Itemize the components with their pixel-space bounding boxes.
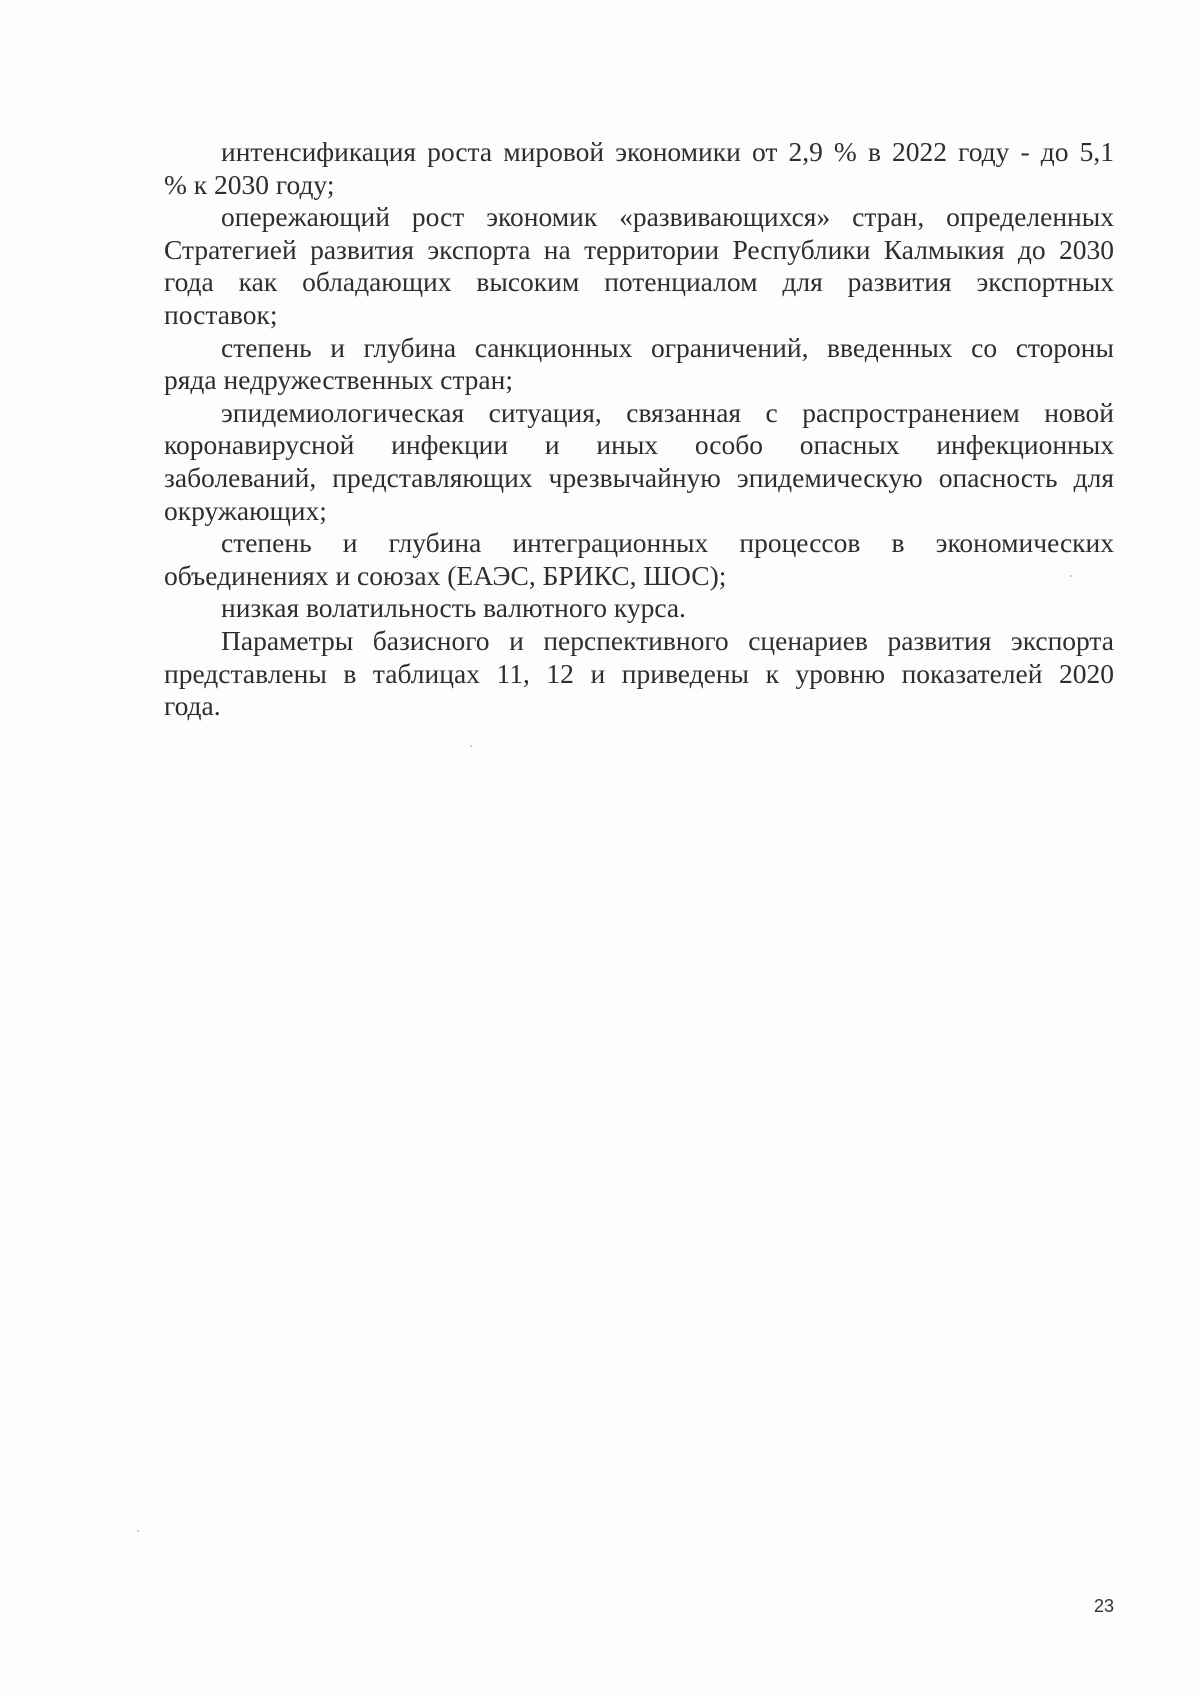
text-line: % к 2030 году; bbox=[164, 168, 335, 200]
text-line: опережающий рост экономик «развивающихся» стран, определенных bbox=[221, 201, 1114, 233]
text-line: коронавирусной инфекции и иных особо опасных инфекционных bbox=[164, 429, 1114, 461]
text-line: поставок; bbox=[164, 298, 278, 330]
text-line: степень и глубина санкционных ограничений, введенных со стороны bbox=[221, 331, 1114, 363]
paragraph bbox=[164, 625, 1114, 723]
text-line: Стратегией развития экспорта на территории Республики Калмыкия до 2030 bbox=[164, 233, 1114, 265]
page-number: 23 bbox=[1094, 1596, 1115, 1616]
text-line: низкая волатильность валютного курса. bbox=[221, 592, 686, 624]
text-line: интенсификация роста мировой экономики от 2,9 % в 2022 году - до 5,1 bbox=[221, 136, 1114, 167]
text-line: окружающих; bbox=[164, 494, 327, 526]
paragraph bbox=[164, 397, 1114, 527]
scan-speck bbox=[470, 745, 472, 747]
paragraph bbox=[164, 332, 1114, 397]
text-line: ряда недружественных стран; bbox=[164, 364, 513, 396]
scan-speck bbox=[137, 1530, 139, 1532]
text-line: степень и глубина интеграционных процессов в экономических bbox=[221, 527, 1114, 559]
body-text bbox=[164, 136, 1114, 723]
text-line: представлены в таблицах 11, 12 и приведены к уровню показателей 2020 bbox=[164, 657, 1114, 689]
text-line: года как обладающих высоким потенциалом для развития экспортных bbox=[164, 266, 1114, 298]
paragraph bbox=[164, 527, 1114, 592]
text-line: эпидемиологическая ситуация, связанная с распространением новой bbox=[221, 396, 1114, 428]
paragraph bbox=[164, 201, 1114, 331]
text-line: Параметры базисного и перспективного сценариев развития экспорта bbox=[221, 624, 1114, 656]
paragraph bbox=[164, 592, 1114, 625]
text-line: заболеваний, представляющих чрезвычайную эпидемическую опасность для bbox=[164, 461, 1114, 493]
paragraph bbox=[164, 136, 1114, 201]
scan-speck bbox=[1070, 575, 1072, 577]
text-line: объединениях и союзах (ЕАЭС, БРИКС, ШОС); bbox=[164, 559, 727, 591]
text-line: года. bbox=[164, 690, 221, 722]
